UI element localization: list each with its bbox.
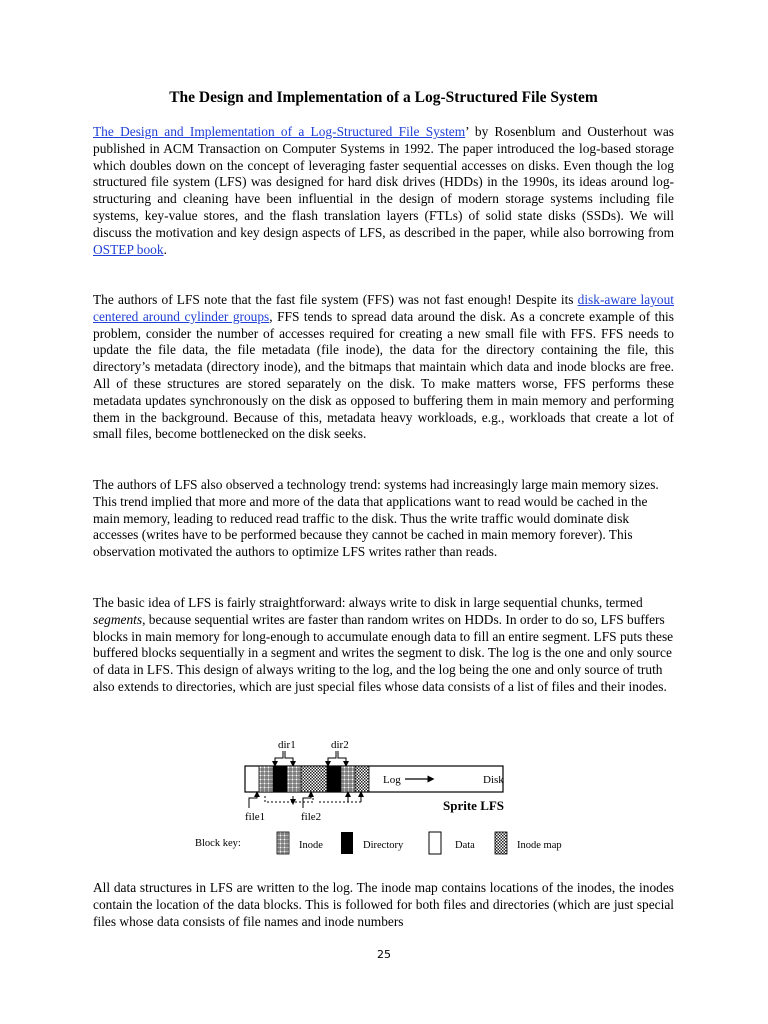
data-key-label: Data	[455, 840, 475, 851]
lfs-layout-figure	[193, 736, 573, 864]
paragraph-2	[93, 292, 674, 443]
paragraph-1-end: .	[163, 241, 167, 257]
disk-label: Disk	[483, 774, 504, 786]
paragraph-4-text-start: The basic idea of LFS is fairly straightforward: always write to disk in large sequential chunks, termed	[93, 595, 643, 610]
paragraph-2-text-start: The authors of LFS note that the fast file system (FFS) was not fast enough! Despite its	[93, 292, 578, 307]
page-number: 25	[377, 948, 391, 961]
paragraph-4	[93, 595, 674, 696]
sprite-lfs-label: Sprite LFS	[443, 798, 505, 813]
inode-map-block	[355, 766, 369, 792]
inode-block	[341, 766, 355, 792]
inode-key-swatch	[277, 832, 289, 854]
file2-label: file2	[301, 811, 322, 823]
directory-block	[327, 766, 341, 792]
dir2-label: dir2	[331, 739, 349, 751]
paragraph-1	[93, 124, 674, 258]
file1-label: file1	[245, 811, 266, 823]
ostep-book-link[interactable]: OSTEP book	[93, 241, 164, 257]
inode-map-key-swatch	[495, 832, 507, 854]
paragraph-1-text: ’ by Rosenblum and Ousterhout was published in ACM Transaction on Computer Systems in 1992. The paper introduced the log-based storage which doubles down on the concept of leveraging faster sequential accesses on disks. Even though the log structured file system (LFS) was designed for hard disk drives (HDDs) in the 1990s, its ideas around log-structuring and cleaning have been influential in the design of modern storage systems including file systems, key-value stores, and the flash translation layers (FTLs) of solid state disks (SSDs). We will discuss the motivation and key design aspects of LFS, as described in the paper, while also borrowing from	[93, 124, 674, 240]
dir1-label: dir1	[278, 739, 296, 751]
dir1-pointer	[275, 751, 283, 764]
inode-key-label: Inode	[299, 840, 323, 851]
inode-map-link	[265, 796, 313, 802]
inode-block	[259, 766, 273, 792]
dir1-pointer-2	[285, 751, 293, 764]
cylinder-groups-link[interactable]: disk-aware layout centered around cylinder groups	[93, 292, 674, 324]
file1-pointer	[249, 794, 257, 808]
file2-pointer	[303, 794, 311, 808]
inode-map-key-label: Inode map	[517, 840, 562, 851]
document-title: The Design and Implementation of a Log-Structured File System	[169, 89, 598, 106]
dir2-pointer	[328, 751, 336, 764]
segments-term: segments	[93, 611, 143, 627]
log-label: Log	[383, 774, 401, 786]
paragraph-4-text-end: , because sequential writes are faster than random writes on HDDs. In order to do so, LFS buffers blocks in main memory for long-enough to accumulate enough data to fill an entire segment. LFS puts these buffered blocks sequentially in a segment and writes the segment to disk. The log is the one and only source of data in LFS. This design of always writing to the log, and the log being the one and only source of truth also extends to directories, which are just special files whose data consists of a list of files and their inodes.	[93, 611, 674, 694]
dir2-pointer-2	[338, 751, 346, 764]
inode-map-block	[301, 766, 327, 792]
directory-key-label: Directory	[363, 840, 404, 851]
paragraph-2-text-end: , FFS tends to spread data around the disk. As a concrete example of this problem, consider the number of accesses required for creating a new small file with FFS. FFS needs to update the file data, the file metadata (file inode), the data for the directory containing the file, this directory’s metadata (directory inode), and the bitmaps that maintain which data and inode blocks are free. All of these structures are stored separately on the disk. To make matters worse, FFS performs these metadata updates synchronously on the disk as opposed to buffering them in main memory and performing them in the background. Because of this, metadata heavy workloads, e.g., workloads that create a lot of small files, become bottlenecked on the disk seeks.	[93, 308, 674, 442]
block-key-label: Block key:	[195, 838, 241, 849]
directory-block	[273, 766, 287, 792]
data-key-swatch	[429, 832, 441, 854]
paper-link[interactable]: The Design and Implementation of a Log-Structured File System	[93, 124, 466, 139]
paragraph-5: All data structures in LFS are written to the log. The inode map contains locations of the inodes, the inodes contain the location of the data blocks. This is followed for both files and directories (which are just special files whose data consists of file names and inode numbers	[93, 880, 674, 929]
directory-key-swatch	[341, 832, 353, 854]
inode-block	[287, 766, 301, 792]
paragraph-3: The authors of LFS also observed a technology trend: systems had increasingly large main memory sizes. This trend implied that more and more of the data that applications want to read would be cached in the main memory, leading to reduced read traffic to the disk. Thus the write traffic would dominate disk accesses (writes have to be performed because they cannot be cached in main memory forever). This observation motivated the authors to optimize LFS writes rather than reads.	[93, 477, 659, 560]
